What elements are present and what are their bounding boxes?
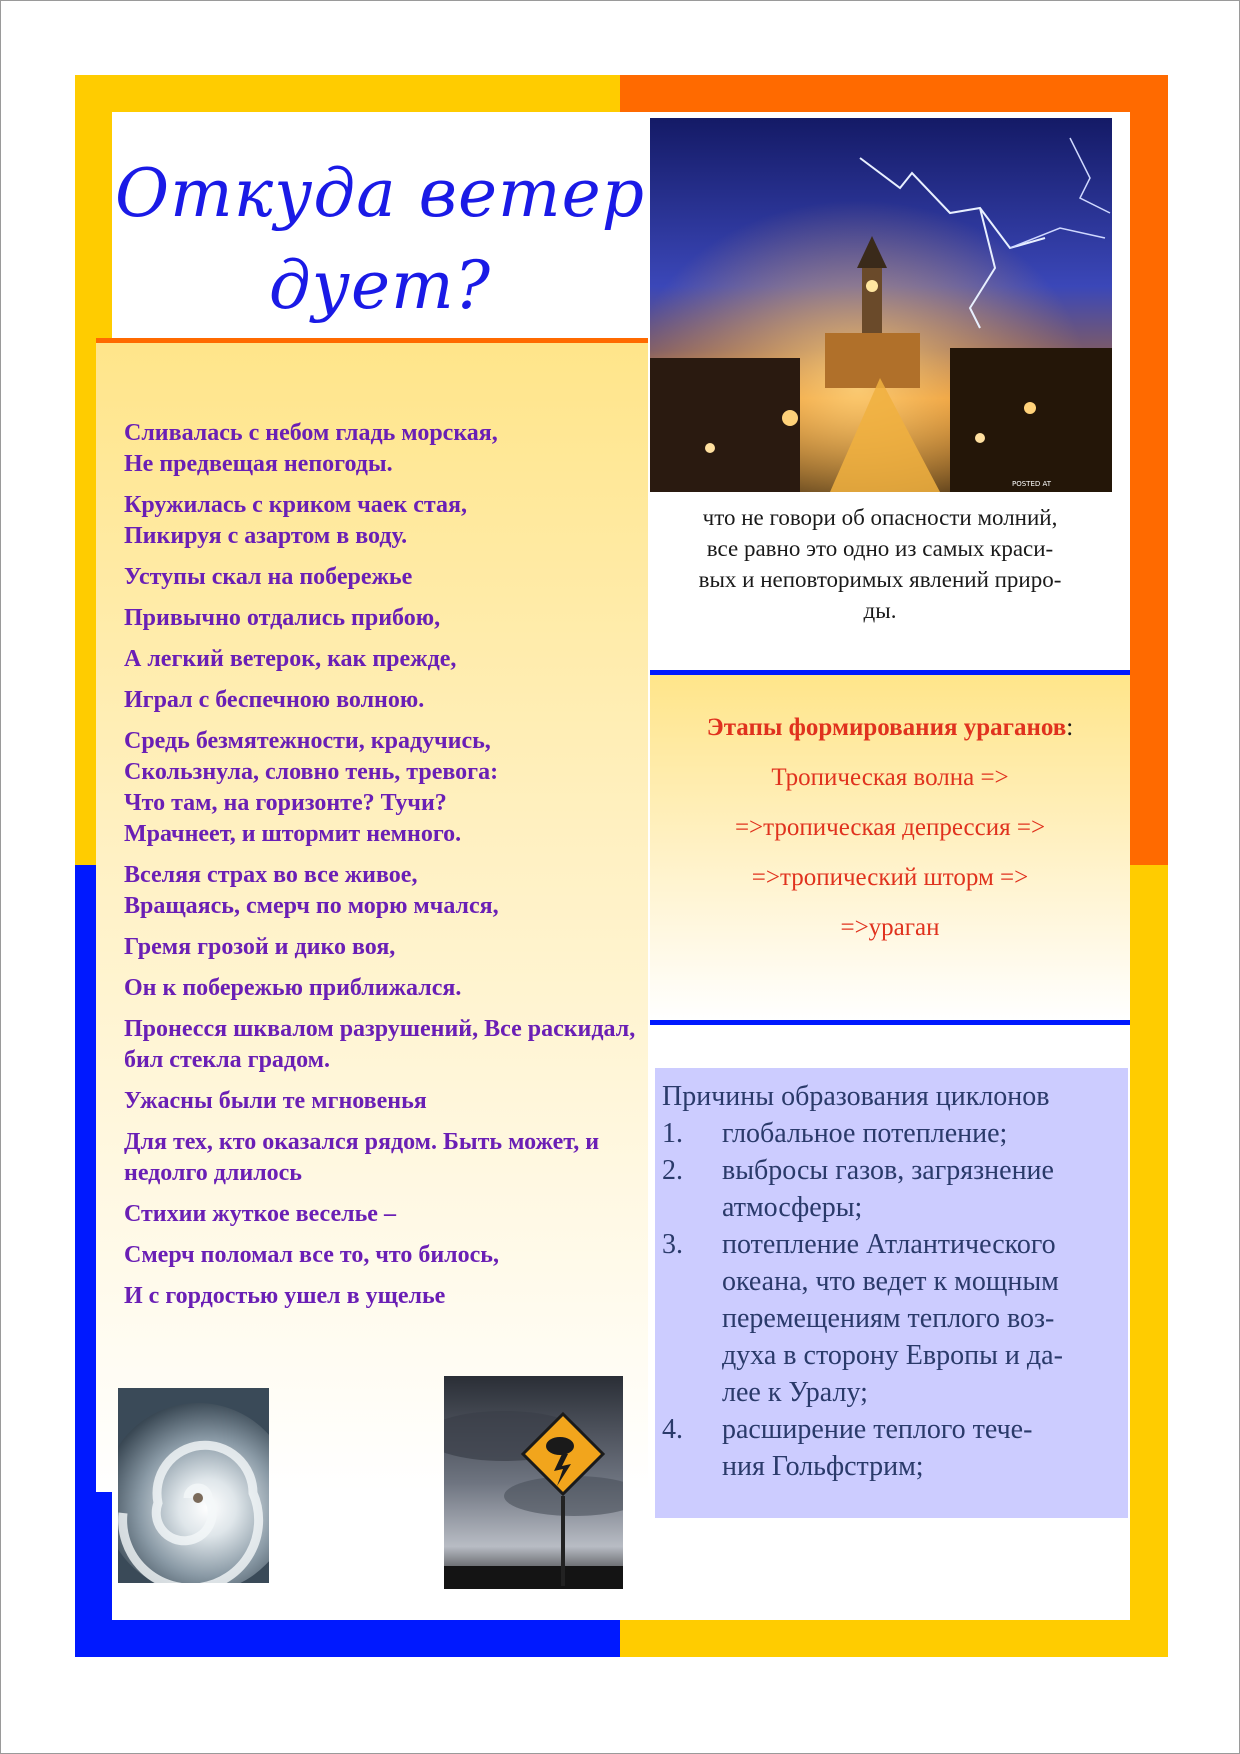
caption-line: что не говори об опасности молний, <box>702 505 1058 530</box>
cause-line: расширение теплого тече- <box>722 1414 1033 1445</box>
stage-item: =>ураган <box>840 914 940 941</box>
page-title: Откуда ветер дует? <box>115 155 645 324</box>
cause-number: 3. <box>662 1229 683 1260</box>
cause-line: глобальное потепление; <box>722 1118 1008 1149</box>
stages-bottom-rule <box>650 1020 1130 1025</box>
poem-stanza <box>124 1240 644 1271</box>
poem-stanza <box>124 418 644 480</box>
poem-line: Средь безмятежности, крадучись, <box>124 728 491 754</box>
poem-stanza <box>124 932 644 963</box>
cause-number: 1. <box>662 1118 683 1149</box>
cause-number: 2. <box>662 1155 683 1186</box>
cause-line: океана, что ведет к мощным <box>722 1266 1059 1297</box>
poem-stanza <box>124 860 644 922</box>
poem-line: Кружилась с криком чаек стая, <box>124 492 467 518</box>
poem <box>124 418 644 1322</box>
cause-text <box>722 1411 1127 1485</box>
poem-line: Пронесся шквалом разрушений, Все раскидал, бил стекла градом. <box>124 1016 636 1073</box>
stage-item: Тропическая волна => <box>771 764 1009 791</box>
storm-warning-sign-icon <box>444 1376 623 1589</box>
poem-line: Привычно отдались прибою, <box>124 605 441 631</box>
poem-stanza <box>124 644 644 675</box>
caption-line: вых и неповторимых явлений приро- <box>698 567 1062 592</box>
poem-stanza <box>124 1199 644 1230</box>
poem-line: Он к побережью приближался. <box>124 975 462 1001</box>
stage-item: =>тропическая депрессия => <box>734 814 1046 841</box>
poem-stanza <box>124 603 644 634</box>
poem-line: Уступы скал на побережье <box>124 564 413 590</box>
poem-line: Что там, на горизонте? Тучи? <box>124 790 447 816</box>
stages-title <box>650 714 1130 742</box>
poem-stanza <box>124 1014 644 1076</box>
stage-item: =>тропический шторм => <box>751 864 1029 891</box>
poem-stanza <box>124 1086 644 1117</box>
poem-line: Для тех, кто оказался рядом. Быть может, и недолго длилось <box>124 1129 600 1186</box>
causes-list <box>662 1078 1127 1485</box>
cause-item <box>662 1226 1127 1411</box>
causes-title: Причины образования циклонов <box>662 1081 1050 1112</box>
stages-title-colon: : <box>1066 714 1074 741</box>
cause-text <box>722 1226 1127 1411</box>
caption-line: все равно это одно из самых краси- <box>706 536 1054 561</box>
cause-line: духа в сторону Европы и да- <box>722 1340 1063 1371</box>
cause-line: выбросы газов, загрязнение <box>722 1155 1054 1186</box>
poem-line: Смерч поломал все то, что билось, <box>124 1242 499 1268</box>
poem-panel-top-rule <box>96 338 648 343</box>
poem-stanza <box>124 562 644 593</box>
cause-line: лее к Уралу; <box>722 1377 868 1408</box>
cause-text <box>722 1115 1127 1152</box>
poem-line: И с гордостью ушел в ущелье <box>124 1283 446 1309</box>
poem-line: Вращаясь, смерч по морю мчался, <box>124 893 499 919</box>
poem-line: Стихии жуткое веселье – <box>124 1201 396 1227</box>
cause-line: перемещениям теплого воз- <box>722 1303 1055 1334</box>
poem-stanza <box>124 973 644 1004</box>
cause-line: потепление Атлантического <box>722 1229 1056 1260</box>
poem-line: Не предвещая непогоды. <box>124 451 393 477</box>
cause-item <box>662 1115 1127 1152</box>
poem-line: Скользнула, словно тень, тревога: <box>124 759 499 785</box>
poem-line: Играл с беспечною волною. <box>124 687 425 713</box>
cause-line: ния Гольфстрим; <box>722 1451 924 1482</box>
poem-stanza <box>124 726 644 850</box>
poem-line: Ужасны были те мгновенья <box>124 1088 427 1114</box>
lightning-city-photo <box>650 118 1112 492</box>
poem-line: Гремя грозой и дико воя, <box>124 934 396 960</box>
poem-stanza <box>124 1281 644 1312</box>
cause-text <box>722 1152 1127 1226</box>
poem-stanza <box>124 490 644 552</box>
photo-watermark: POSTED AT <box>1012 480 1052 488</box>
cause-item <box>662 1152 1127 1226</box>
poem-stanza <box>124 1127 644 1189</box>
cause-item <box>662 1411 1127 1485</box>
hurricane-satellite-image <box>118 1388 269 1583</box>
poem-line: А легкий ветерок, как прежде, <box>124 646 457 672</box>
poem-line: Пикируя с азартом в воду. <box>124 523 408 549</box>
stages-title-text: Этапы формирования ураганов <box>706 714 1067 741</box>
cause-line: атмосферы; <box>722 1192 863 1223</box>
poem-line: Мрачнеет, и штормит немного. <box>124 821 462 847</box>
cause-number: 4. <box>662 1414 683 1445</box>
photo-caption <box>650 502 1110 626</box>
poem-stanza <box>124 685 644 716</box>
poem-line: Вселяя страх во все живое, <box>124 862 418 888</box>
poem-line: Сливалась с небом гладь морская, <box>124 420 498 446</box>
caption-line: ды. <box>863 598 897 623</box>
